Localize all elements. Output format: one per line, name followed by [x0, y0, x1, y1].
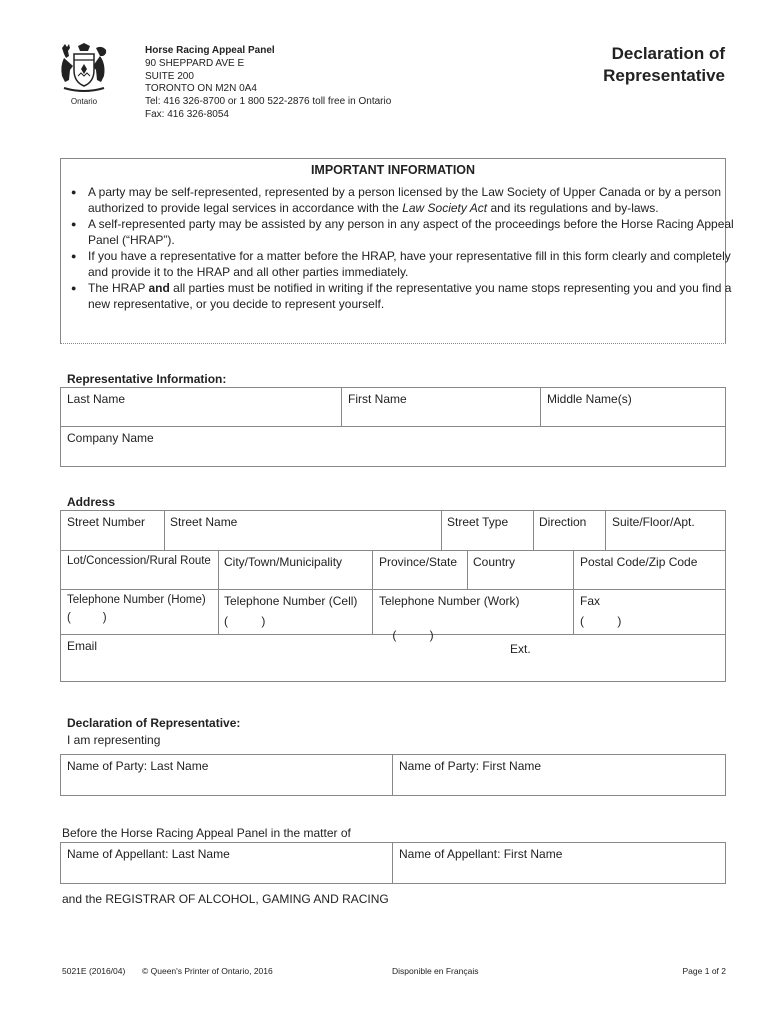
street-number-field[interactable]: [61, 511, 164, 550]
form-title-line-1: Declaration of: [611, 44, 725, 63]
appellant-first-name-field[interactable]: [393, 843, 725, 883]
address-heading: Address: [67, 495, 116, 509]
street-number-label: Street Number: [67, 515, 146, 529]
lot-concession-field[interactable]: [61, 551, 218, 589]
telephone: Tel: 416 326-8700 or 1 800 522-2876 toll free in Ontario: [145, 96, 392, 108]
email-field[interactable]: [61, 635, 725, 681]
telephone-home-area-code: ( ): [67, 612, 107, 624]
middle-name-label: Middle Name(s): [547, 392, 632, 406]
telephone-cell-field[interactable]: [219, 590, 372, 634]
fax-area-code: ( ): [580, 614, 622, 628]
first-name-field[interactable]: [342, 388, 540, 426]
country-label: Country: [473, 555, 516, 569]
important-information-heading: IMPORTANT INFORMATION: [310, 163, 476, 177]
copyright: © Queen's Printer of Ontario, 2016: [142, 966, 273, 976]
fax-field[interactable]: [574, 590, 725, 634]
street-type-label: Street Type: [447, 515, 509, 529]
party-last-name-field[interactable]: [61, 755, 392, 795]
fax-label: Fax: [580, 594, 601, 608]
party-first-name-label: Name of Party: First Name: [399, 759, 542, 773]
before-panel-text: Before the Horse Racing Appeal Panel in the matter of: [62, 826, 351, 840]
telephone-home-field[interactable]: [61, 590, 218, 634]
city-label: City/Town/Municipality: [224, 555, 343, 569]
country-field[interactable]: [468, 551, 573, 589]
representative-information-heading: Representative Information:: [67, 372, 227, 386]
agency-address-block: [145, 45, 391, 122]
form-title-line-2: Representative: [603, 66, 725, 85]
party-first-name-field[interactable]: [393, 755, 725, 795]
street-name-label: Street Name: [170, 515, 238, 529]
address-line-3: TORONTO ON M2N 0A4: [145, 83, 257, 95]
last-name-label: Last Name: [67, 392, 126, 406]
street-type-field[interactable]: [442, 511, 533, 550]
page-number: Page 1 of 2: [682, 966, 726, 976]
address-line-2: SUITE 200: [145, 70, 194, 82]
telephone-work-ext-label: Ext.: [510, 642, 531, 656]
info-bullet-3: ● If you have a representative for a matter before the HRAP, have your representative fill in this form clearly and completely and provide it to the HRAP and all other parties immediately.: [88, 248, 743, 280]
company-name-field[interactable]: [61, 427, 725, 466]
direction-label: Direction: [539, 515, 587, 529]
appellant-last-name-field[interactable]: [61, 843, 392, 883]
ontario-wordmark: Ontario: [70, 97, 98, 106]
info-bullet-1: ● A party may be self-represented, represented by a person licensed by the Law Society of Upper Canada or by a person authorized to provide legal services in accordance with the Law Society Act and its regulations and by-laws.: [88, 184, 743, 216]
telephone-cell-area-code: ( ): [224, 614, 266, 628]
lot-concession-label: Lot/Concession/Rural Route: [67, 555, 211, 567]
province-label: Province/State: [379, 555, 458, 569]
info-bullet-2: ● A self-represented party may be assisted by any person in any aspect of the proceedings before the Horse Racing Appeal Panel (“HRAP”).: [88, 216, 743, 248]
form-title: [603, 43, 725, 87]
telephone-cell-label: Telephone Number (Cell): [224, 594, 358, 608]
appellant-first-name-label: Name of Appellant: First Name: [399, 847, 563, 861]
french-availability: Disponible en Français: [392, 966, 479, 976]
telephone-work-area-code: ( ): [392, 628, 434, 642]
telephone-work-field[interactable]: [373, 590, 573, 656]
fax: Fax: 416 326-8054: [145, 108, 229, 120]
street-name-field[interactable]: [165, 511, 441, 550]
form-number: 5021E (2016/04): [62, 966, 126, 976]
city-field[interactable]: [219, 551, 372, 589]
info-bullet-4: ● The HRAP and all parties must be notified in writing if the representative you name stops representing you and you find a new representative, or you decide to represent yourself.: [88, 280, 743, 312]
suite-field[interactable]: [606, 511, 725, 550]
agency-name: Horse Racing Appeal Panel: [145, 45, 275, 56]
important-information-list: [70, 184, 743, 312]
last-name-field[interactable]: [61, 388, 341, 426]
address-line-1: 90 SHEPPARD AVE E: [145, 57, 245, 69]
party-last-name-label: Name of Party: Last Name: [67, 759, 209, 773]
suite-label: Suite/Floor/Apt.: [612, 515, 695, 529]
appellant-last-name-label: Name of Appellant: Last Name: [67, 847, 230, 861]
company-name-label: Company Name: [67, 431, 154, 445]
first-name-label: First Name: [348, 392, 407, 406]
telephone-work-label: Telephone Number (Work): [379, 594, 520, 608]
province-field[interactable]: [373, 551, 467, 589]
and-registrar-text: and the REGISTRAR OF ALCOHOL, GAMING AND RACING: [62, 892, 389, 906]
telephone-home-label: Telephone Number (Home): [67, 594, 206, 606]
i-am-representing-text: I am representing: [67, 733, 161, 747]
email-label: Email: [67, 639, 98, 653]
direction-field[interactable]: [534, 511, 605, 550]
declaration-heading: Declaration of Representative:: [67, 716, 241, 730]
postal-code-field[interactable]: [574, 551, 725, 589]
middle-name-field[interactable]: [541, 388, 725, 426]
postal-code-label: Postal Code/Zip Code: [580, 555, 698, 569]
